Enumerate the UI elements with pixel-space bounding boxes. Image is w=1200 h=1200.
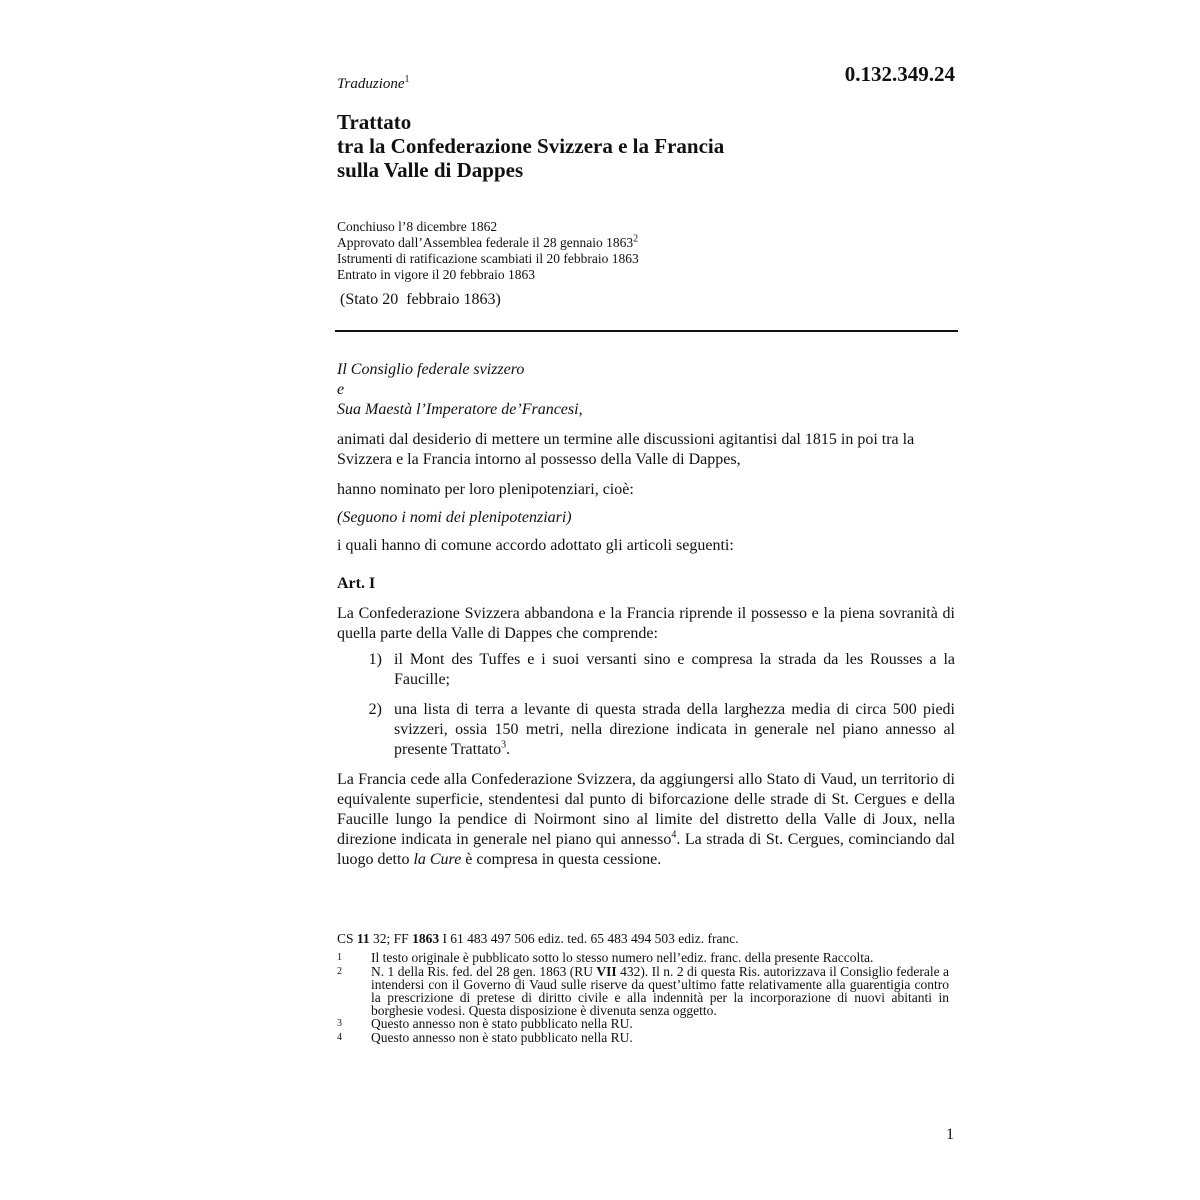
- footnote: [337, 965, 949, 1017]
- header-divider: [335, 330, 958, 332]
- document-title: [337, 110, 724, 182]
- document-number: 0.132.349.24: [844, 62, 955, 86]
- title-line-2: tra la Confederazione Svizzera e la Francia: [337, 134, 725, 158]
- footnote-number: 1: [337, 952, 342, 963]
- article-heading: Art. I: [337, 575, 376, 592]
- article-intro: La Confederazione Svizzera abbandona e la Francia riprende il possesso e la piena sovranità di quella parte della Valle di Dappes che comprende:: [337, 605, 955, 642]
- meta-in-force: Entrato in vigore il 20 febbraio 1863: [337, 267, 535, 282]
- preamble-party-2: Sua Maestà l’Imperatore de’Francesi,: [337, 401, 583, 418]
- footnotes: [337, 931, 949, 1045]
- footnote-ref-1: 1: [404, 74, 410, 85]
- title-line-1: Trattato: [337, 110, 412, 134]
- translation-label: Traduzione$^1$: [337, 74, 410, 92]
- footnote-ref-2: 2: [633, 233, 639, 245]
- preamble-paragraph-3: (Seguono i nomi dei plenipotenziari): [337, 509, 572, 526]
- footnote: [337, 1031, 949, 1045]
- treaty-body: [337, 360, 955, 870]
- preamble-paragraph-1: animati dal desiderio di mettere un termine alle discussioni agitantisi dal 1815 in poi tra la Svizzera e la Francia intorno al possesso della Valle di Dappes,: [337, 431, 915, 468]
- list-item-number: 1): [368, 651, 382, 668]
- page-number: 1: [946, 1126, 954, 1143]
- footnote-text: Questo annesso non è stato pubblicato nella RU.: [371, 1030, 633, 1045]
- footnote-number: 3: [337, 1018, 342, 1029]
- footnote-ref-4: 4: [671, 829, 677, 841]
- footnote-number: 4: [337, 1032, 342, 1043]
- document-metadata: [337, 219, 639, 283]
- list-item-number: 2): [368, 701, 382, 718]
- footnote-number: 2: [337, 966, 342, 977]
- footnote-text: Questo annesso non è stato pubblicato nella RU.: [371, 1016, 633, 1031]
- footnote-text: Il testo originale è pubblicato sotto lo stesso numero nell’ediz. franc. della presente Raccolta.: [371, 950, 874, 965]
- preamble-paragraph-2: hanno nominato per loro plenipotenziari, cioè:: [337, 481, 634, 498]
- article-closing-paragraph: La Francia cede alla Confederazione Svizzera, da aggiungersi allo Stato di Vaud, un territorio di equivalente superficie, stendentesi dal punto di biforcazione delle strade di St. Cergues e della Faucille lungo la pendice di Noirmont sino al limite del distretto della Valle di Joux, nella direzione indicata in generale nel piano qui annesso$^4$. La strada di St. Cergues, cominciando dal luogo detto la Cure è compresa in questa cessione.: [337, 771, 955, 868]
- list-item: [337, 650, 955, 690]
- footnote: [337, 1017, 949, 1031]
- preamble-paragraph-4: i quali hanno di comune accordo adottato gli articoli seguenti:: [337, 537, 734, 554]
- meta-ratification: Istrumenti di ratificazione scambiati il 20 febbraio 1863: [337, 251, 639, 266]
- meta-approved: Approvato dall’Assemblea federale il 28 gennaio 1863$^2$: [337, 233, 639, 250]
- footnote: [337, 951, 949, 965]
- footnote-text: N. 1 della Ris. fed. del 28 gen. 1863 (RU VII 432). Il n. 2 di questa Ris. autorizzava il Consiglio federale a intendersi con il Governo di Vaud sulle riserve da quest’ultimo fatte relativamente alla guarentigia contro la prescrizione di pretese di diritto civile e alla indennità per la incorporazione di nuovi abitanti in borghesie vodesi. Questa disposizione è divenuta senza oggetto.: [371, 964, 949, 1018]
- list-item: [337, 700, 955, 760]
- title-line-3: sulla Valle di Dappes: [337, 158, 524, 182]
- source-reference: CS 11 32; FF 1863 I 61 483 497 506 ediz. ted. 65 483 494 503 ediz. franc.: [337, 931, 739, 946]
- preamble-party-1: Il Consiglio federale svizzero: [337, 361, 525, 378]
- list-item-text: il Mont des Tuffes e i suoi versanti sino e compresa la strada da les Rousses a la Faucille;: [394, 651, 955, 688]
- meta-concluded: Conchiuso l’8 dicembre 1862: [337, 219, 498, 234]
- list-item-text: una lista di terra a levante di questa strada della larghezza media di circa 500 piedi svizzeri, ossia 150 metri, nella direzione indicata in generale nel piano annesso al presente Trattato$^3$.: [394, 701, 955, 758]
- status-date: (Stato 20 febbraio 1863): [340, 291, 501, 308]
- preamble-conjunction: e: [337, 381, 345, 398]
- footnote-ref-3: 3: [501, 739, 507, 751]
